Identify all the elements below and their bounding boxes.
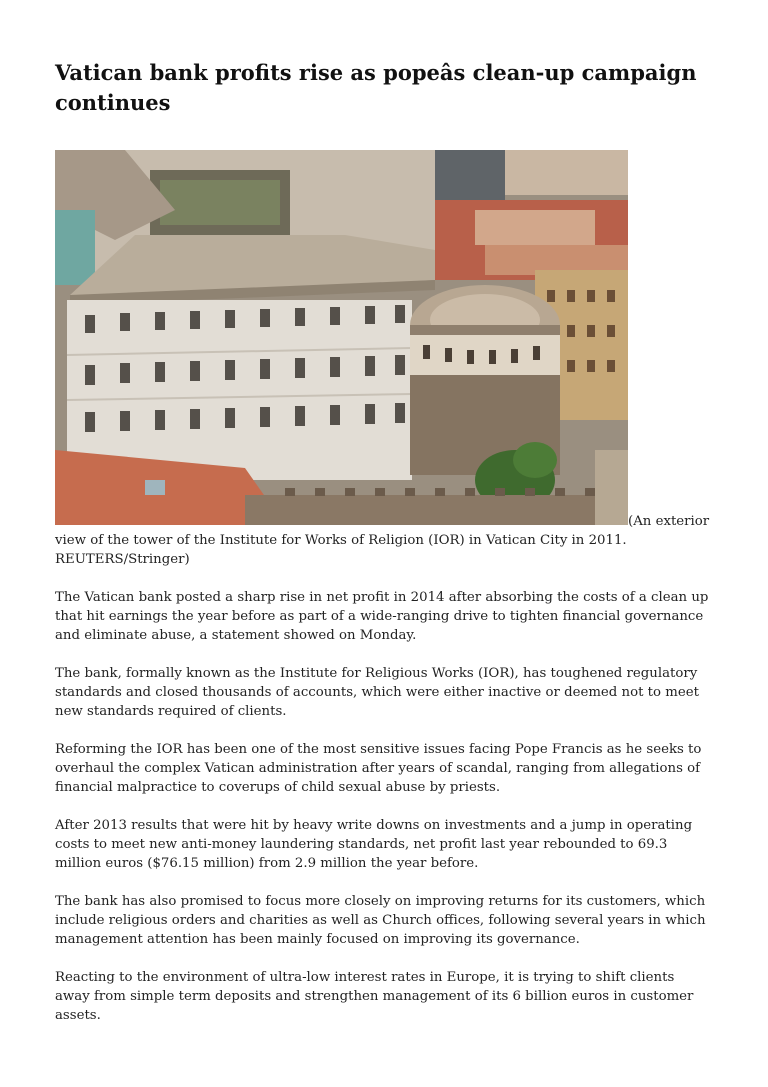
article-photo (55, 150, 628, 525)
article-paragraph: Reforming the IOR has been one of the most sensitive issues facing Pope Francis as he seeks to overhaul the complex Vatican administration after years of scandal, ranging from allegations of financial malpractice to coverups of child sexual abuse by priests. (55, 742, 702, 795)
article-paragraph: Reacting to the environment of ultra-low interest rates in Europe, it is trying to shift clients away from simple term deposits and strengthen management of its 6 billion euros in customer assets. (55, 970, 694, 1023)
article-paragraph: The Vatican bank posted a sharp rise in net profit in 2014 after absorbing the costs of a clean up that hit earnings the year before as part of a wide-ranging drive to tighten financial governance and eliminate abuse, a statement showed on Monday. (55, 590, 709, 643)
article-title: Vatican bank profits rise as popeâs clean-up campaign continues (55, 60, 697, 115)
article-paragraph: The bank has also promised to focus more closely on improving returns for its customers, which include religious orders and charities as well as Church offices, following several years in which management attention has been mainly focused on improving its governance. (55, 894, 706, 947)
article-paragraph: The bank, formally known as the Institute for Religious Works (IOR), has toughened regulatory standards and closed thousands of accounts, which were either inactive or deemed not to meet new standards required of clients. (55, 666, 699, 719)
article-paragraph: After 2013 results that were hit by heavy write downs on investments and a jump in operating costs to meet new anti-money laundering standards, net profit last year rebounded to 69.3 million euros ($76.15 million) from 2.9 million the year before. (55, 818, 693, 871)
article-body (55, 150, 711, 1044)
image-caption: (An exterior view of the tower of the Institute for Works of Religion (IOR) in Vatican City in 2011. REUTERS/Stringer) (55, 514, 710, 567)
vatican-aerial-image (55, 150, 628, 525)
